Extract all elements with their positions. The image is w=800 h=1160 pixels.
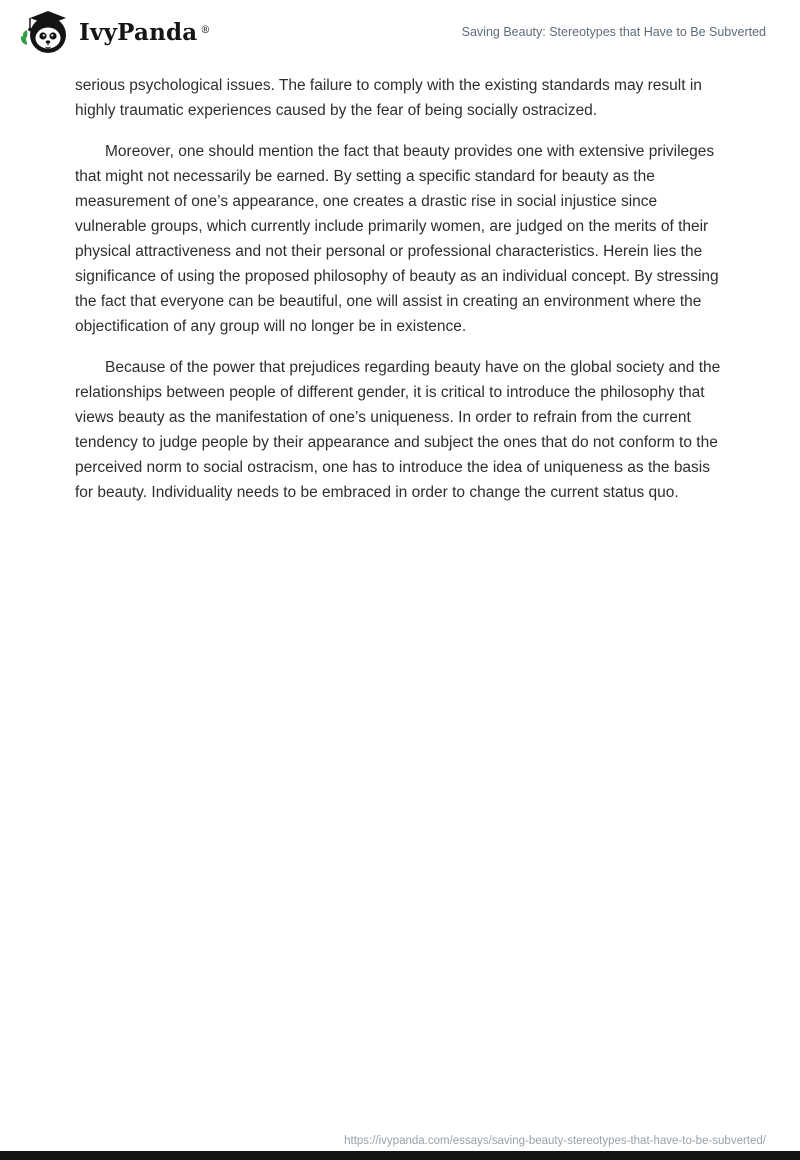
bottom-bar (0, 1151, 800, 1160)
registered-trademark: ® (200, 24, 211, 36)
page-title: Saving Beauty: Stereotypes that Have to Be Subverted (461, 24, 766, 39)
paragraph: Because of the power that prejudices regarding beauty have on the global society and the relationships between people of different gender, it is critical to introduce the philosophy that views beauty as the manifestation of one’s uniqueness. In order to refrain from the current tendency to judge people by their appearance and subject the ones that do not conform to the perceived norm to social ostracism, one has to introduce the idea of uniqueness as the basis for beauty. Individuality needs to be embraced in order to change the current status quo. (75, 359, 721, 501)
paragraph: Moreover, one should mention the fact that beauty provides one with extensive privileges that might not necessarily be earned. By setting a specific standard for beauty as the measurement of one’s appearance, one creates a drastic rise in social injustice since vulnerable groups, which currently include primarily women, are judged on the merits of their physical attractiveness and not their personal or professional characteristics. Herein lies the significance of using the proposed philosophy of beauty as an individual concept. By stressing the fact that everyone can be beautiful, one will assist in creating an environment where the objectification of any group will no longer be in existence. (75, 143, 719, 335)
source-url-link[interactable]: https://ivypanda.com/essays/saving-beauty-stereotypes-that-have-to-be-subverted/ (344, 1135, 766, 1147)
essay-body (75, 73, 726, 521)
paragraph: serious psychological issues. The failure to comply with the existing standards may result in highly traumatic experiences caused by the fear of being socially ostracized. (75, 77, 702, 119)
ivypanda-logo-link[interactable] (18, 8, 210, 56)
brand-name: IvyPanda (79, 18, 198, 46)
panda-graduate-icon (18, 8, 70, 56)
page-header (0, 0, 800, 64)
